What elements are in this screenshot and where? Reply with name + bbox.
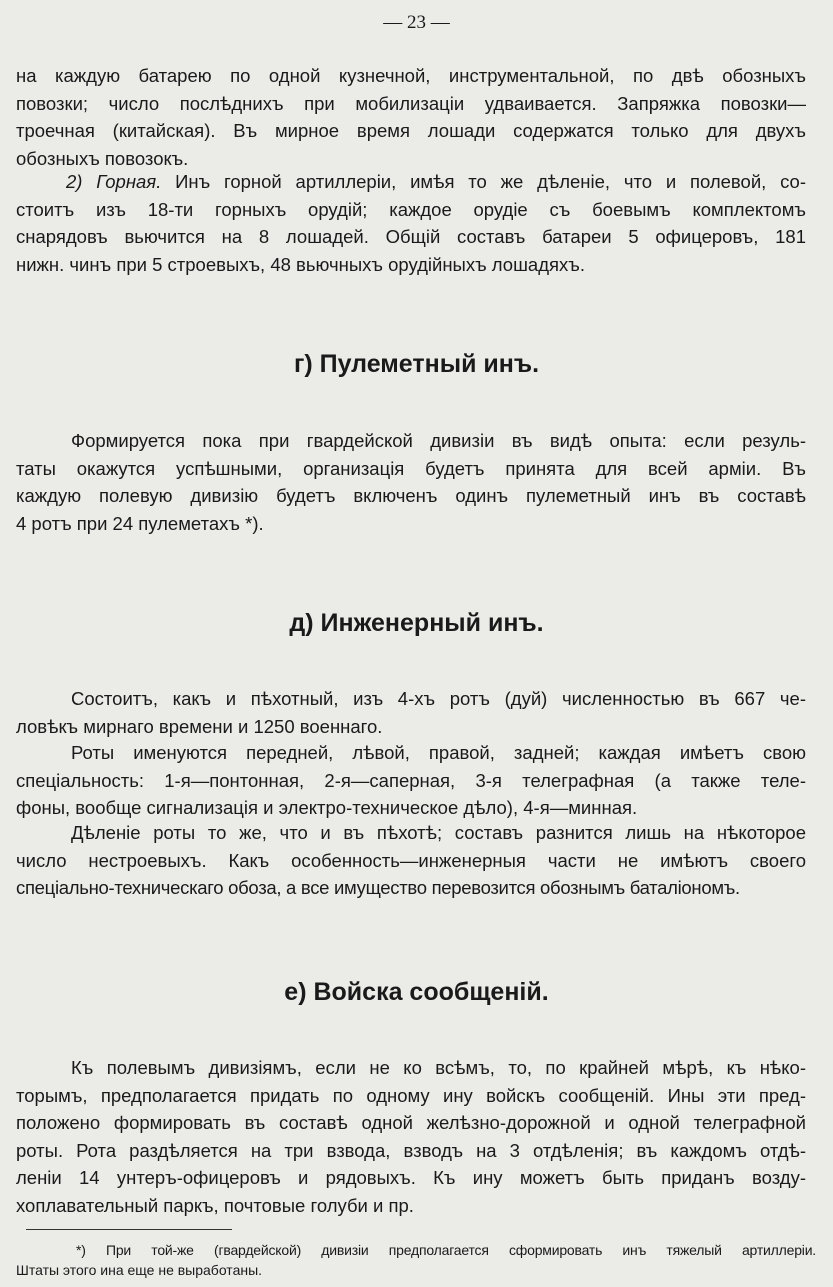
text-line: Формируется пока при гвардейской дивизіи въ видѣ опыта: если резуль-: [71, 430, 806, 451]
paragraph-communications: [16, 1054, 806, 1220]
section-label: 2) Горная.: [66, 171, 162, 192]
text-line: спеціально-техническаго обоза, а все имущество перевозится обознымъ баталіономъ.: [16, 877, 740, 899]
text-line: леніи 14 унтеръ-офицеровъ и рядовыхъ. Къ ину можетъ быть приданъ возду-: [16, 1167, 806, 1189]
text-line: нижн. чинъ при 5 строевыхъ, 48 вьючныхъ орудійныхъ лошадяхъ.: [16, 253, 585, 275]
paragraph-carts: [16, 62, 806, 172]
text-line: троечная (китайская). Въ мирное время лошади содержатся только для двухъ: [16, 120, 806, 142]
text-line: на каждую батарею по одной кузнечной, инструментальной, по двѣ обозныхъ: [16, 65, 806, 86]
text-line: положено формировать въ составѣ одной желѣзно-дорожной и одной телеграфной: [16, 1112, 806, 1134]
text-line: таты окажутся успѣшными, организація будетъ принята для всей арміи. Въ: [16, 457, 806, 479]
text-line: 4 ротъ при 24 пулеметахъ *).: [16, 512, 264, 534]
text-line: роты. Рота раздѣляется на три взвода, взводъ на 3 отдѣленія; въ каждомъ отдѣ-: [16, 1139, 806, 1161]
paragraph-engineer-composition: [16, 685, 806, 740]
text-line: хоплавательный паркъ, почтовые голуби и пр.: [16, 1194, 414, 1216]
paragraph-division: [16, 819, 806, 902]
text-line: Къ полевымъ дивизіямъ, если не ко всѣмъ, то, по крайней мѣрѣ, къ нѣко-: [71, 1057, 806, 1078]
paragraph-machine-gun: [16, 427, 806, 537]
text-line: каждую полевую дивизію будетъ включенъ одинъ пулеметный инъ въ составѣ: [16, 485, 806, 507]
paragraph-companies: [16, 739, 806, 822]
text-line: Роты именуются передней, лѣвой, правой, задней; каждая имѣетъ свою: [71, 742, 806, 763]
text-line: повозки; число послѣднихъ при мобилизаціи удваивается. Запряжка повозки—: [16, 92, 806, 114]
text-line: обозныхъ повозокъ.: [16, 147, 189, 169]
footnote: [16, 1240, 816, 1280]
heading-machine-gun: г) Пулеметный инъ.: [293, 350, 540, 378]
text-fragment: Инъ горной артиллеріи, имѣя то же дѣленіе, что и полевой, со-: [161, 171, 807, 192]
footnote-line: Штаты этого ина еще не выработаны.: [16, 1262, 263, 1278]
text-line: число нестроевыхъ. Какъ особенность—инженерныя части не имѣютъ своего: [16, 849, 806, 871]
footnote-line: *) При той-же (гвардейской) дивизіи предполагается сформировать инъ тяжелый артиллеріи.: [76, 1242, 816, 1258]
paragraph-mountain-artillery: [16, 168, 806, 278]
page-number: — 23 —: [383, 12, 450, 33]
text-line: торымъ, предполагается придать по одному ину войскъ сообщеній. Ины эти пред-: [16, 1084, 806, 1106]
text-line: ловѣкъ мирнаго времени и 1250 военнаго.: [16, 715, 383, 737]
heading-engineer: д) Инженерный инъ.: [289, 609, 544, 637]
text-line: фоны, вообще сигнализація и электро-техническое дѣло), 4-я—минная.: [16, 797, 638, 819]
heading-communications: е) Войска сообщеній.: [284, 978, 549, 1006]
text-line: спеціальность: 1-я—понтонная, 2-я—саперная, 3-я телеграфная (а также теле-: [16, 769, 806, 791]
text-line: [16, 168, 806, 196]
text-line: снарядовъ вьючится на 8 лошадей. Общій составъ батареи 5 офицеровъ, 181: [16, 226, 806, 248]
text-line: Дѣленіе роты то же, что и въ пѣхотѣ; составъ разнится лишь на нѣкоторое: [71, 822, 806, 843]
text-line: Состоитъ, какъ и пѣхотный, изъ 4-хъ ротъ (дуй) численностью въ 667 че-: [71, 688, 806, 709]
footnote-divider: [26, 1229, 232, 1230]
text-line: стоитъ изъ 18-ти горныхъ орудій; каждое орудіе съ боевымъ комплектомъ: [16, 198, 806, 220]
